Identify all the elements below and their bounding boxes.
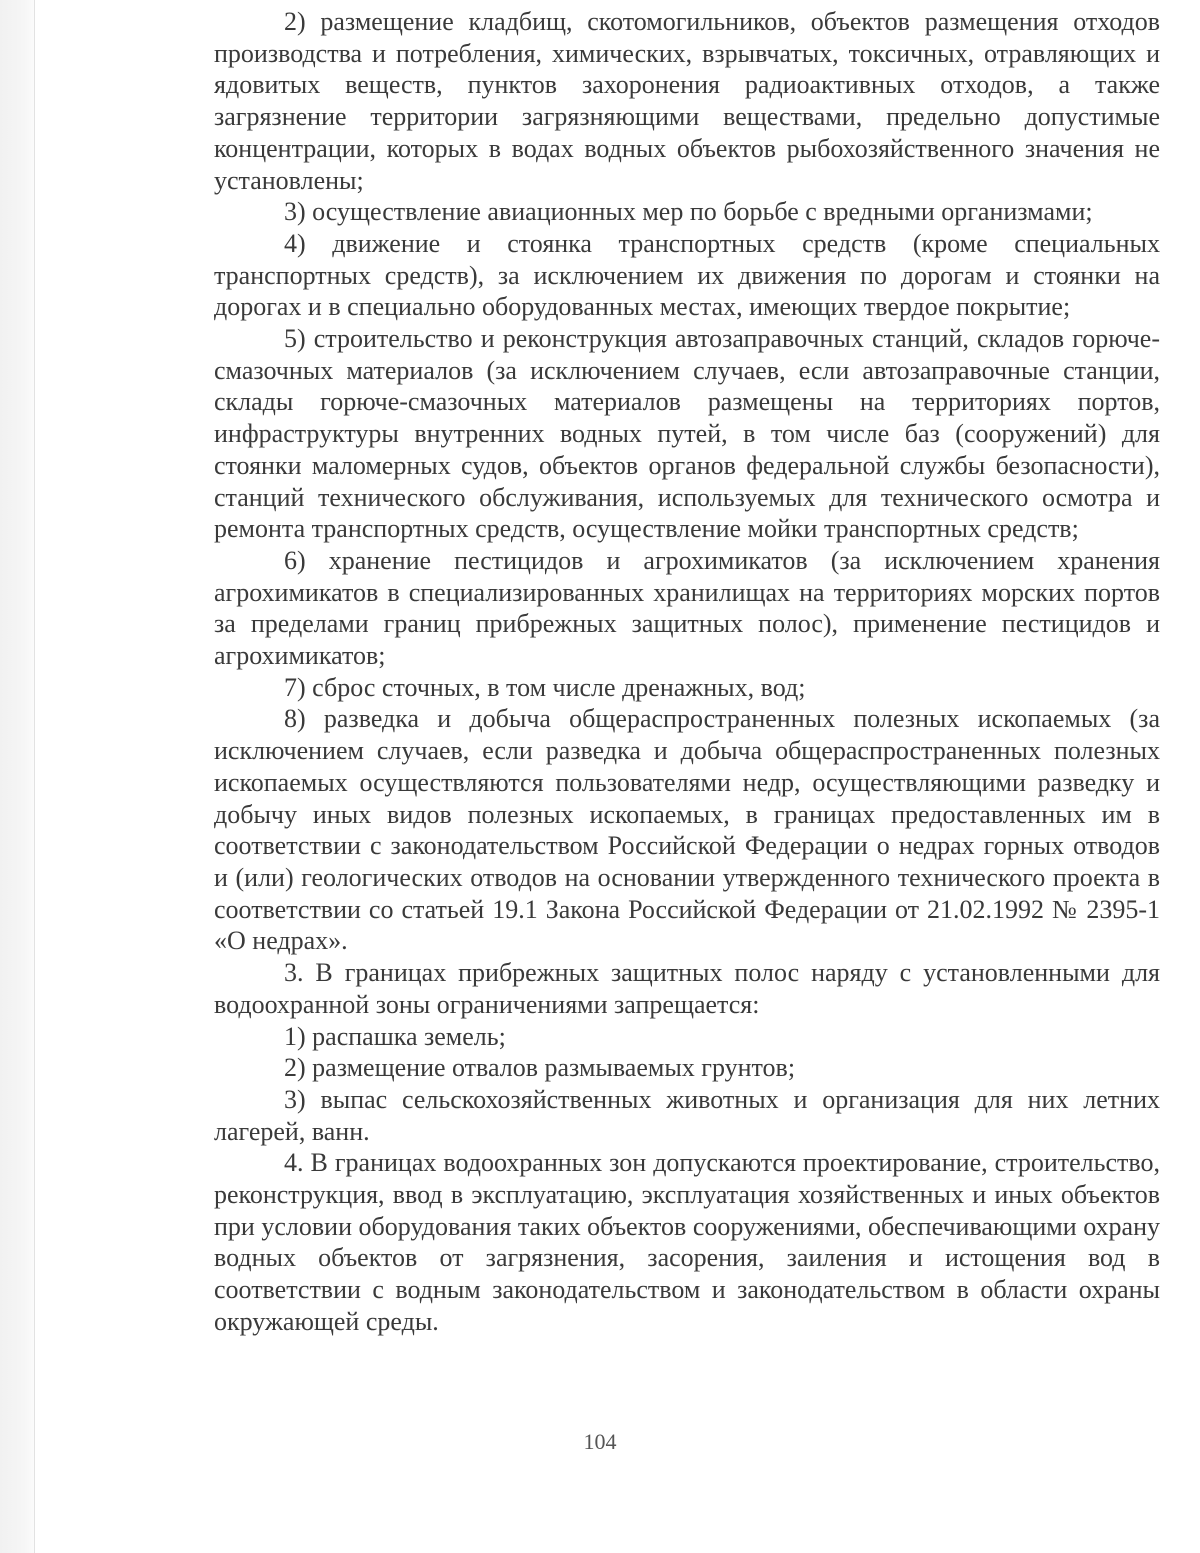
paragraph-item-8-mining: 8) разведка и добыча общераспространенных полезных ископаемых (за исключением случаев, если разведка и добыча общераспространенных полезных ископаемых осуществляются пользователями недр, осуществляющими разведку и добычу иных видов полезных ископаемых, в границах предоставленных им в соответствии с законодательством Российской Федерации о недрах горных отводов и (или) геологических отводов на основании утвержденного технического проекта в соответствии со статьей 19.1 Закона Российской Федерации от 21.02.1992 № 2395-1 «О недрах». bbox=[214, 704, 1160, 956]
paragraph-item-2-burial: 2) размещение кладбищ, скотомогильников, объектов размещения отходов производства и потребления, химических, взрывчатых, токсичных, отравляющих и ядовитых веществ, пунктов захоронения радиоактивных отходов, а также загрязнение территории загрязняющими веществами, предельно допустимые концентрации, которых в водах водных объектов рыбохозяйственного значения не установлены; bbox=[214, 7, 1160, 195]
scan-page-edge bbox=[0, 0, 35, 1553]
paragraph-item-5-fuel-stations: 5) строительство и реконструкция автозаправочных станций, складов горюче-смазочных материалов (за исключением случаев, если автозаправочные станции, склады горюче-смазочных материалов размещены на территориях портов, инфраструктуры внутренних водных путей, в том числе баз (сооружений) для стоянки маломерных судов, объектов органов федеральной службы безопасности), станций технического обслуживания, используемых для технического осмотра и ремонта транспортных средств, осуществление мойки транспортных средств; bbox=[214, 324, 1160, 544]
paragraph-item-6-pesticides: 6) хранение пестицидов и агрохимикатов (за исключением хранения агрохимикатов в специализированных хранилищах на территориях морских портов за пределами границ прибрежных защитных полос), применение пестицидов и агрохимикатов; bbox=[214, 545, 1160, 671]
paragraph-section-4-permitted: 4. В границах водоохранных зон допускаются проектирование, строительство, реконструкция, ввод в эксплуатацию, эксплуатация хозяйственных и иных объектов при условии оборудования таких объектов сооружениями, обеспечивающими охрану водных объектов от загрязнения, засорения, заиления и истощения вод в соответствии с водным законодательством и законодательством в области охраны окружающей среды. bbox=[214, 1148, 1160, 1336]
paragraph-item-1-plowing: 1) распашка земель; bbox=[284, 1021, 506, 1051]
document-body bbox=[214, 6, 1160, 1338]
paragraph-item-2-dumps: 2) размещение отвалов размываемых грунтов; bbox=[284, 1053, 796, 1083]
paragraph-item-3-grazing: 3) выпас сельскохозяйственных животных и организация для них летних лагерей, ванн. bbox=[214, 1084, 1160, 1146]
paragraph-item-4-vehicles: 4) движение и стоянка транспортных средств (кроме специальных транспортных средств), за исключением их движения по дорогам и стоянки на дорогах и в специально оборудованных местах, имеющих твердое покрытие; bbox=[214, 228, 1160, 322]
paragraph-item-7-wastewater: 7) сброс сточных, в том числе дренажных, вод; bbox=[284, 672, 806, 702]
paragraph-section-3-coastal-strips: 3. В границах прибрежных защитных полос наряду с установленными для водоохранной зоны ограничениями запрещается: bbox=[214, 958, 1160, 1019]
page-number: 104 bbox=[583, 1429, 617, 1454]
paragraph-item-3-aviation: 3) осуществление авиационных мер по борьбе с вредными организмами; bbox=[284, 197, 1093, 227]
